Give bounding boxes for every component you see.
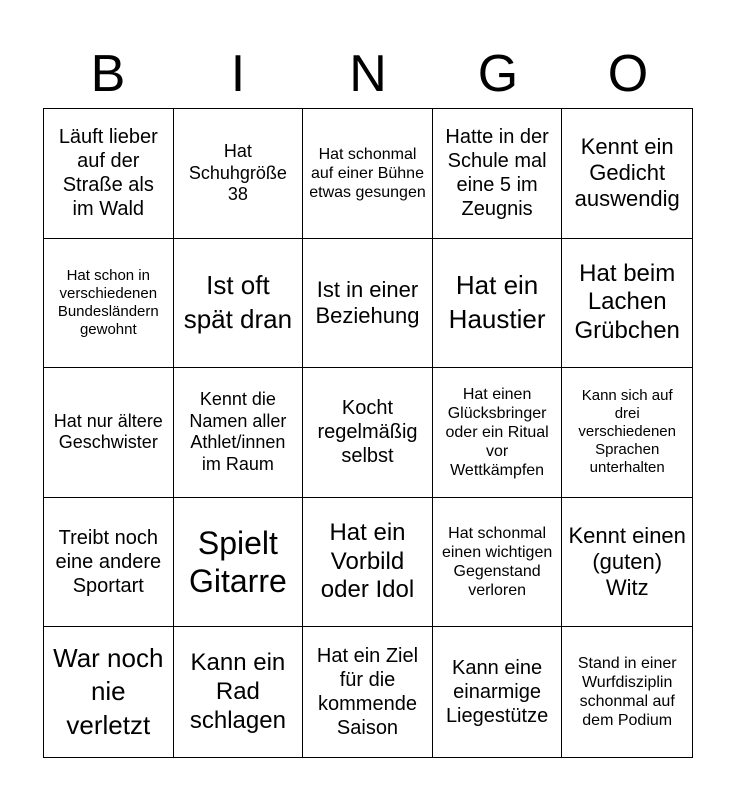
bingo-board <box>43 108 693 758</box>
bingo-cell-r5c4[interactable]: Kann eine einarmige Liegestütze <box>433 627 563 757</box>
bingo-cell-r3c3[interactable]: Kocht regelmäßig selbst <box>303 368 433 498</box>
bingo-cell-r5c1[interactable]: War noch nie verletzt <box>44 627 174 757</box>
bingo-cell-r5c2[interactable]: Kann ein Rad schlagen <box>174 627 304 757</box>
bingo-cell-r2c2[interactable]: Ist oft spät dran <box>174 239 304 369</box>
bingo-cell-r3c4[interactable]: Hat einen Glücksbringer oder ein Ritual vor Wettkämpfen <box>433 368 563 498</box>
bingo-cell-r4c2[interactable]: Spielt Gitarre <box>174 498 304 628</box>
bingo-cell-r4c1[interactable]: Treibt noch eine andere Sportart <box>44 498 174 628</box>
bingo-cell-r2c3[interactable]: Ist in einer Beziehung <box>303 239 433 369</box>
bingo-cell-r2c4[interactable]: Hat ein Haustier <box>433 239 563 369</box>
header-letter-g: G <box>477 45 519 103</box>
bingo-cell-r1c2[interactable]: Hat Schuhgröße 38 <box>174 109 304 239</box>
bingo-cell-r2c5[interactable]: Hat beim Lachen Grübchen <box>562 239 692 369</box>
header-letter-i: I <box>230 45 246 103</box>
bingo-cell-r5c5[interactable]: Stand in einer Wurfdisziplin schonmal auf dem Podium <box>577 654 677 730</box>
bingo-cell-r1c5[interactable]: Kennt ein Gedicht auswendig <box>562 109 692 239</box>
bingo-cell-r1c3[interactable]: Hat schonmal auf einer Bühne etwas gesungen <box>303 109 433 239</box>
bingo-cell-r4c4[interactable]: Hat schonmal einen wichtigen Gegenstand verloren <box>433 498 563 628</box>
bingo-cell-r4c5[interactable]: Kennt einen (guten) Witz <box>562 498 692 628</box>
header-letter-n: N <box>349 45 387 103</box>
bingo-cell-r3c5[interactable]: Kann sich auf drei verschiedenen Sprachen unterhalten <box>562 368 692 498</box>
bingo-cell-r1c4[interactable]: Hatte in der Schule mal eine 5 im Zeugnis <box>433 109 563 239</box>
bingo-cell-r1c1[interactable]: Läuft lieber auf der Straße als im Wald <box>44 109 174 239</box>
bingo-cell-r3c2[interactable]: Kennt die Namen aller Athlet/innen im Raum <box>174 368 304 498</box>
header-letter-o: O <box>607 45 649 103</box>
bingo-cell-r2c1[interactable]: Hat schon in verschiedenen Bundesländern gewohnt <box>44 239 174 369</box>
bingo-cell-r3c1[interactable]: Hat nur ältere Geschwister <box>44 368 174 498</box>
bingo-header <box>43 40 693 108</box>
bingo-cell-r5c3[interactable]: Hat ein Ziel für die kommende Saison <box>303 627 433 757</box>
bingo-cell-r4c3[interactable]: Hat ein Vorbild oder Idol <box>303 498 433 628</box>
header-letter-b: B <box>90 45 126 103</box>
